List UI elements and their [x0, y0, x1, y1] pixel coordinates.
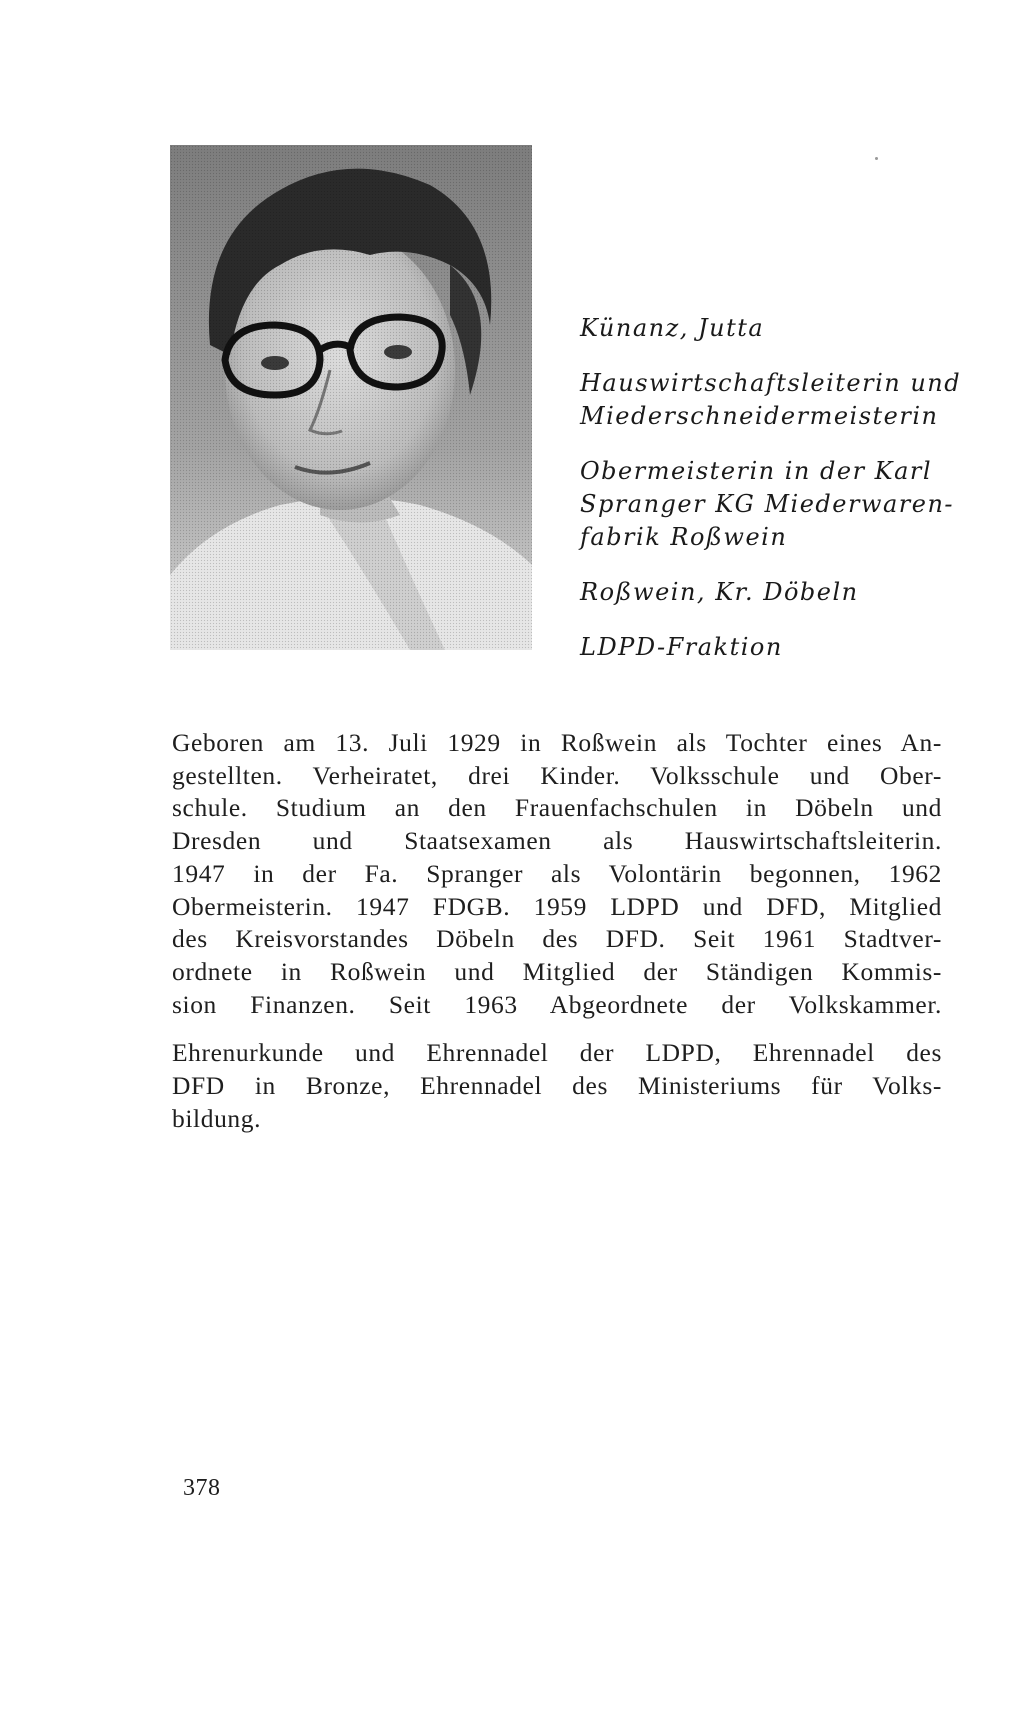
portrait-photo [170, 145, 532, 650]
bio-line: schule. Studium an den Frauenfachschulen in Döbeln und [172, 793, 942, 823]
biography-paragraph-1 [172, 727, 942, 1021]
print-speck [875, 157, 878, 160]
bio-line: sion Finanzen. Seit 1963 Abgeordnete der Volkskammer. [172, 989, 942, 1019]
bio-line: Obermeisterin. 1947 FDGB. 1959 LDPD und DFD, Mitglied [172, 891, 942, 921]
honors-line: bildung. [172, 1103, 262, 1133]
position-line-1: Obermeisterin in der Karl [580, 457, 933, 485]
bio-line: Geboren am 13. Juli 1929 in Roßwein als Tochter eines An- [172, 728, 942, 757]
position-line-3: fabrik Roßwein [580, 523, 788, 551]
page-number: 378 [183, 1475, 221, 1501]
occupation-line-1: Hauswirtschaftsleiterin und [580, 369, 962, 397]
bio-line: Dresden und Staatsexamen als Hauswirtschaftsleiterin. [172, 826, 942, 856]
faction: LDPD-Fraktion [580, 633, 783, 661]
biography-caption [580, 312, 980, 664]
bio-line: des Kreisvorstandes Döbeln des DFD. Seit 1961 Stadtver- [172, 924, 942, 954]
biography-text [172, 727, 942, 1135]
occupation-line-2: Miederschneidermeisterin [580, 402, 939, 430]
bio-line: ordnete in Roßwein und Mitglied der Ständigen Kommis- [172, 956, 942, 986]
honors-line: Ehrenurkunde und Ehrennadel der LDPD, Ehrennadel des [172, 1038, 942, 1068]
honors-line: DFD in Bronze, Ehrennadel des Ministeriums für Volks- [172, 1071, 942, 1101]
person-name: Künanz, Jutta [580, 314, 765, 342]
bio-line: gestellten. Verheiratet, drei Kinder. Volksschule und Ober- [172, 760, 942, 790]
residence: Roßwein, Kr. Döbeln [580, 578, 859, 606]
bio-line: 1947 in der Fa. Spranger als Volontärin begonnen, 1962 [172, 858, 942, 888]
portrait-illustration [170, 145, 532, 650]
biography-paragraph-2 [172, 1037, 942, 1135]
position-line-2: Spranger KG Miederwaren- [580, 490, 955, 518]
